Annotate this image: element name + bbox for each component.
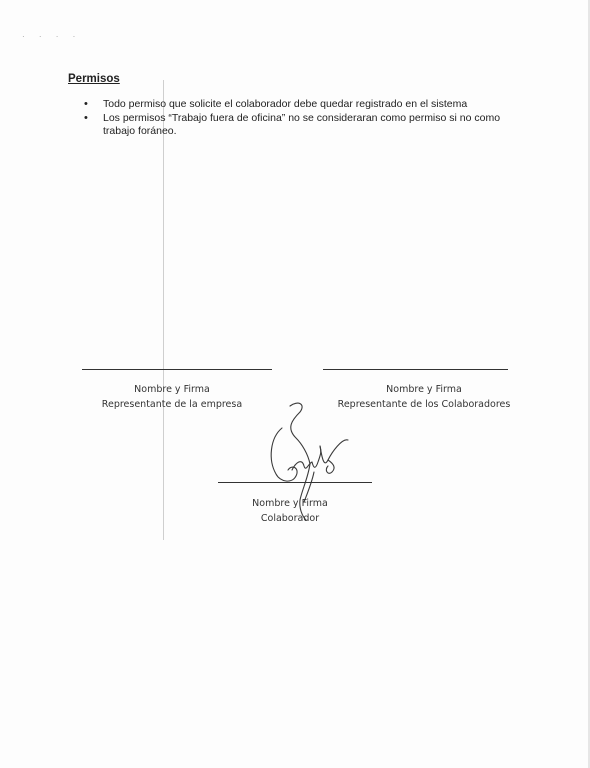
bullet-item: • Los permisos “Trabajo fuera de oficina” no se consideraran como permiso si no como trabajo foráneo. xyxy=(84,112,524,139)
signature-role-label: Colaborador xyxy=(260,513,320,524)
signature-role-label: Representante de la empresa xyxy=(101,399,243,410)
signature-name-label: Nombre y Firma xyxy=(134,384,210,395)
bullet-list xyxy=(84,98,524,139)
signature-name-label: Nombre y Firma xyxy=(252,498,328,509)
section-title: Permisos xyxy=(68,73,120,85)
signature-line-employees-rep xyxy=(323,369,508,370)
signature-block-employee xyxy=(220,496,360,526)
signature-block-company xyxy=(82,382,262,412)
scan-noise-dots: · · · · xyxy=(22,32,82,41)
signature-name-label: Nombre y Firma xyxy=(386,384,462,395)
bullet-item: • Todo permiso que solicite el colaborador debe quedar registrado en el sistema xyxy=(84,98,524,112)
signature-line-employee xyxy=(218,482,372,483)
scan-line-artifact xyxy=(163,80,164,540)
signature-block-employees-rep xyxy=(330,382,518,412)
signature-line-company xyxy=(82,369,272,370)
signature-role-label: Representante de los Colaboradores xyxy=(337,399,511,410)
